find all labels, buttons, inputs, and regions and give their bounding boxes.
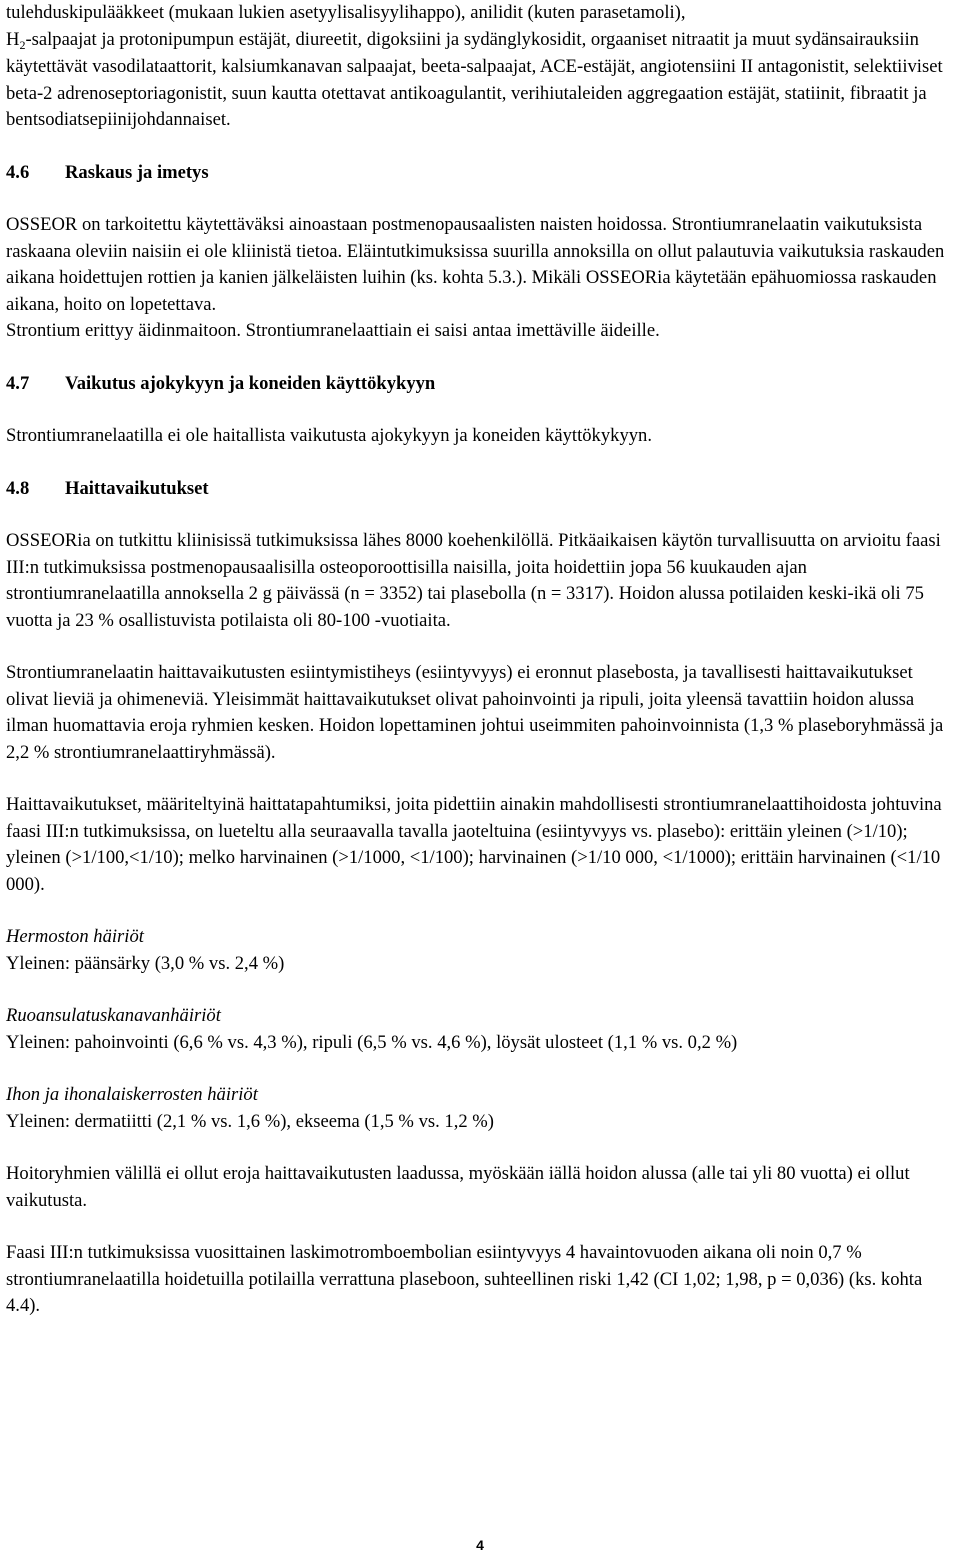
h2-subscript: 2 <box>19 37 26 52</box>
section-heading-4-7 <box>6 371 958 398</box>
pregnancy-paragraph: OSSEOR on tarkoitettu käytettäväksi ainoastaan postmenopausaalisten naisten hoidossa. Strontiumranelaatin vaikutuksista raskaana oleviin naisiin ei ole kliinistä tietoa. Eläintutkimuksissa suurilla annoksilla on ollut palautuvia vaikutuksia raskauden aikana hoidettujen rottien ja kanien jälkeläisten luihin (ks. kohta 5.3.). Mikäli OSSEORia käytetään epähuomiossa raskauden aikana, hoito on lopetettava. <box>6 214 945 315</box>
category-skin-text: Yleinen: dermatiitti (2,1 % vs. 1,6 %), ekseema (1,5 % vs. 1,2 %) <box>6 1110 494 1132</box>
section-title: Haittavaikutukset <box>65 477 209 499</box>
section-title: Raskaus ja imetys <box>65 161 209 183</box>
page-number: 4 <box>476 1537 484 1553</box>
adverse-paragraph-5: Faasi III:n tutkimuksissa vuosittainen laskimotromboembolian esiintyvyys 4 havaintovuoden aikana oli noin 0,7 % strontiumranelaatilla hoidetuilla potilailla verrattuna plaseboon, suhteellinen riski 1,42 (CI 1,02; 1,98, p = 0,036) (ks. kohta 4.4). <box>6 1242 923 1316</box>
document-page <box>6 0 958 1320</box>
section-number: 4.6 <box>6 161 30 183</box>
section-number: 4.7 <box>6 372 30 394</box>
driving-paragraph: Strontiumranelaatilla ei ole haitallista vaikutusta ajokykyyn ja koneiden käyttökykyyn. <box>6 425 652 446</box>
section-title: Vaikutus ajokykyyn ja koneiden käyttökykyyn <box>65 372 436 394</box>
adverse-paragraph-2: Strontiumranelaatin haittavaikutusten esiintymistiheys (esiintyvyys) ei eronnut plasebosta, ja tavallisesti haittavaikutukset olivat lieviä ja ohimeneviä. Yleisimmät haittavaikutukset olivat pahoinvointi ja ripuli, joita yleensä tavattiin hoidon alussa ilman huomattavia eroja ryhmien kesken. Hoidon lopettaminen johtui useimmiten pahoinvoinnista (1,3 % plaseboryhmässä ja 2,2 % strontiumranelaattiryhmässä). <box>6 662 944 763</box>
adverse-paragraph-4: Hoitoryhmien välillä ei ollut eroja haittavaikutusten laadussa, myöskään iällä hoidon alussa (alle tai yli 80 vuotta) ei ollut vaikutusta. <box>6 1163 910 1211</box>
section-number: 4.8 <box>6 477 30 499</box>
section-heading-4-8 <box>6 476 958 503</box>
top-paragraph-line1: tulehduskipulääkkeet (mukaan lukien asetyylisalisyylihappo), anilidit (kuten parasetamoli), <box>6 2 686 23</box>
adverse-paragraph-1: OSSEORia on tutkittu kliinisissä tutkimuksissa lähes 8000 koehenkilöllä. Pitkäaikaisen käytön turvallisuutta on arvioitu faasi III:n tutkimuksissa postmenopausaalisilla osteoporoottisilla naisilla, joita hoidettiin jopa 56 kuukauden ajan strontiumranelaatilla annoksella 2 g päivässä (n = 3352) tai plasebolla (n = 3317). Hoidon alussa potilaiden keski-ikä oli 75 vuotta ja 23 % osallistuvista potilaista oli 80-100 -vuotiaita. <box>6 530 941 631</box>
category-nervous-title: Hermoston häiriöt <box>6 926 144 947</box>
category-skin-title: Ihon ja ihonalaiskerrosten häiriöt <box>6 1084 258 1105</box>
top-paragraph-line2: -salpaajat ja protonipumpun estäjät, diureetit, digoksiini ja sydänglykosidit, orgaaniset nitraatit ja <box>25 28 748 50</box>
section-heading-4-6 <box>6 160 958 187</box>
category-nervous-text: Yleinen: päänsärky (3,0 % vs. 2,4 %) <box>6 952 285 974</box>
h2-prefix: H <box>6 28 20 50</box>
category-gastro-text: Yleinen: pahoinvointi (6,6 % vs. 4,3 %), ripuli (6,5 % vs. 4,6 %), löysät ulosteet (1,1 % vs. 0,2 %) <box>6 1031 738 1053</box>
lactation-paragraph: Strontium erittyy äidinmaitoon. Strontiumranelaattiain ei saisi antaa imettäville äideille. <box>6 320 660 341</box>
adverse-paragraph-3: Haittavaikutukset, määriteltyinä haittatapahtumiksi, joita pidettiin ainakin mahdollisesti strontiumranelaattihoidosta johtuvina faasi III:n tutkimuksissa, on lueteltu alla seuraavalla tavalla jaoteltuina (esiintyvyys vs. plasebo): erittäin yleinen (>1/10); yleinen (>1/100,<1/10); melko harvinainen (>1/1000, <1/100); harvinainen (>1/10 000, <1/1000); erittäin harvinainen (<1/10 000). <box>6 794 942 895</box>
top-paragraph <box>6 0 958 134</box>
category-gastro-title: Ruoansulatuskanavanhäiriöt <box>6 1005 221 1026</box>
top-paragraph-rest: muut sydänsairauksiin käytettävät vasodilataattorit, kalsiumkanavan salpaajat, beeta-salpaajat, ACE-estäjät, angiotensiini II antagonistit, selektiiviset beta-2 adrenoseptoriagonistit, suun kautta otettavat antikoagulantit, verihiutaleiden aggregaation estäjät, statiinit, fibraatit ja bentsodiatsepiinijohdannaiset. <box>6 28 943 130</box>
